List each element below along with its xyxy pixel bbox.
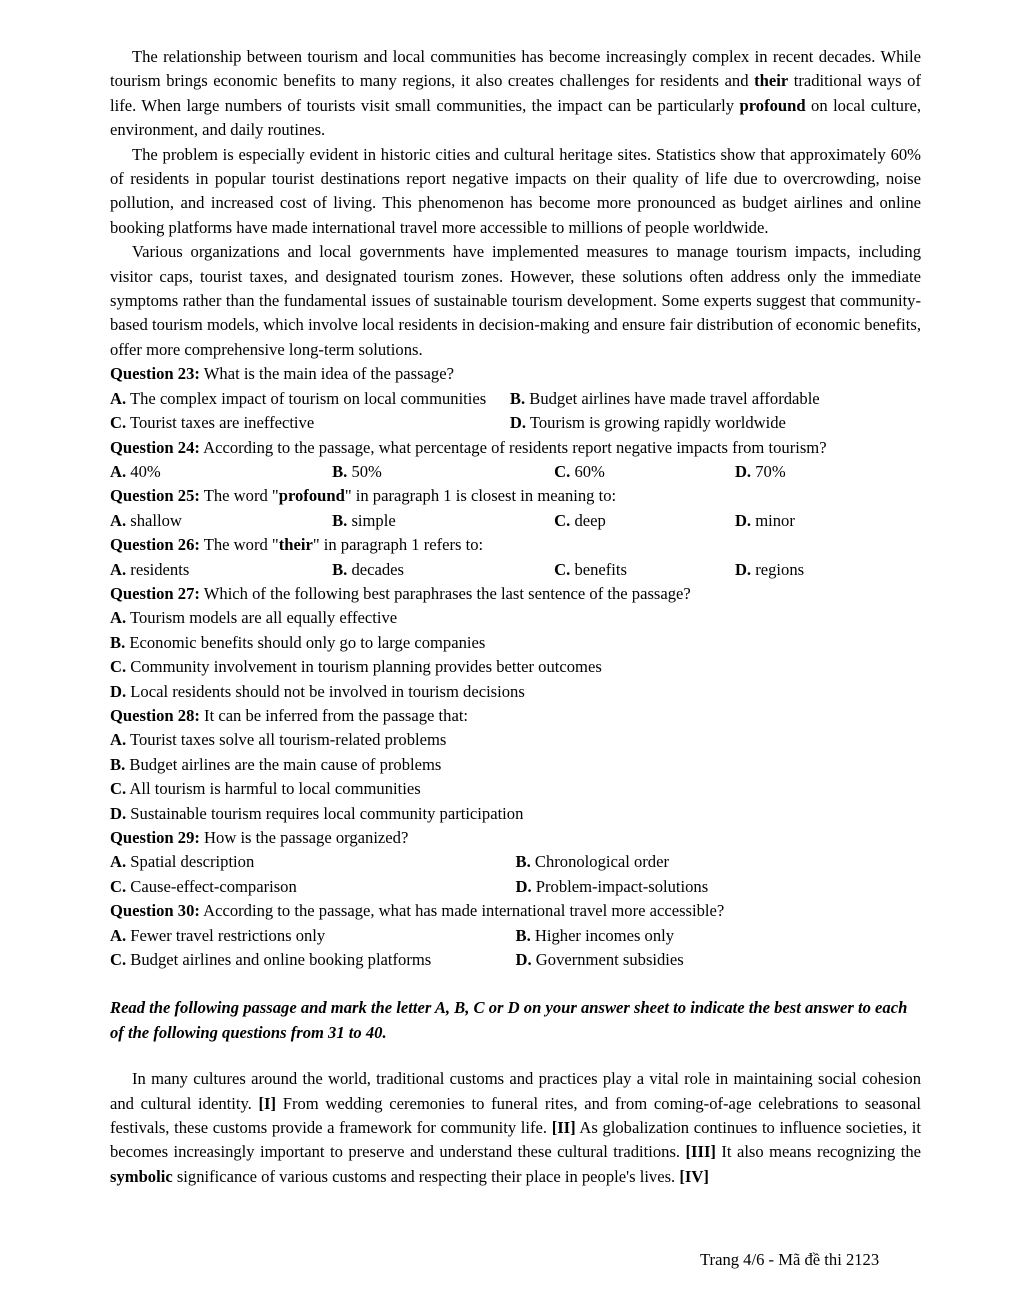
option-30-d[interactable] [516, 948, 922, 972]
option-text: Chronological order [534, 852, 669, 872]
option-text: Problem-impact-solutions [535, 876, 709, 896]
section-instruction: Read the following passage and mark the letter A, B, C or D on your answer sheet to indicate the best answer to each of the following questions from 31 to 40. [110, 998, 908, 1042]
options-30-row2 [110, 948, 921, 972]
option-letter: B. [515, 925, 531, 945]
option-letter: A. [110, 925, 127, 945]
option-text: Fewer travel restrictions only [130, 925, 326, 945]
options-24 [110, 460, 921, 484]
option-28-d[interactable] [110, 802, 921, 826]
question-text: How is the passage organized? [199, 828, 409, 847]
option-letter: C. [554, 461, 571, 481]
option-letter: C. [110, 413, 127, 433]
question-text: According to the passage, what has made international travel more accessible? [199, 901, 725, 921]
option-text: regions [755, 559, 805, 579]
question-label: Question 23: [110, 364, 200, 384]
options-29-row2 [110, 875, 921, 899]
option-24-c[interactable] [554, 460, 735, 484]
text: It also means recognizing the [715, 1142, 921, 1162]
option-letter: C. [110, 876, 127, 896]
option-text: benefits [574, 559, 627, 579]
text: From wedding ceremonies to funeral rites, and from coming-of-age celebrations to seasonal festivals, these customs provide a framework for community life. [110, 1093, 921, 1138]
option-26-b[interactable] [332, 558, 554, 582]
option-text: deep [574, 510, 606, 530]
option-24-b[interactable] [332, 460, 554, 484]
question-29 [110, 826, 921, 850]
option-text: All tourism is harmful to local communities [129, 779, 421, 799]
question-30 [110, 899, 921, 923]
question-27 [110, 582, 921, 606]
option-25-d[interactable] [735, 509, 921, 533]
option-29-a[interactable] [110, 850, 516, 874]
question-25 [110, 484, 921, 508]
text: As globalization continues to influence societies, it becomes increasingly important to preserve and understand these cultural traditions. [110, 1118, 921, 1162]
option-letter: D. [734, 510, 752, 530]
option-26-d[interactable] [735, 558, 921, 582]
option-23-b[interactable] [510, 387, 921, 411]
option-text: shallow [130, 510, 182, 530]
text: significance of various customs and respecting their place in people's lives. [172, 1166, 680, 1186]
option-24-a[interactable] [110, 460, 332, 484]
option-text: decades [351, 559, 404, 579]
option-letter: B. [515, 852, 531, 872]
option-text: Community involvement in tourism planning provides better outcomes [130, 657, 602, 677]
option-text: The complex impact of tourism on local communities [130, 388, 487, 408]
passage1-paragraph2: The problem is especially evident in historic cities and cultural heritage sites. Statistics show that approximately 60% of residents in popular tourist destinations report negative impacts on their quality of life due to overcrowding, noise pollution, and increased cost of living. This phenomenon has become more pronounced as budget airlines and online booking platforms have made international travel more accessible to millions of people worldwide. [110, 144, 921, 237]
option-letter: D. [110, 803, 127, 823]
question-keyword: their [278, 535, 313, 555]
option-text: Economic benefits should only go to large companies [129, 632, 486, 652]
text: In many cultures around the world, traditional customs and practices play a vital role in maintaining social cohesion and cultural identity. [110, 1069, 921, 1113]
exam-page [110, 45, 921, 1189]
option-27-a[interactable] [110, 606, 921, 630]
option-25-a[interactable] [110, 509, 332, 533]
option-text: Tourist taxes are ineffective [130, 413, 315, 433]
question-label: Question 27: [110, 583, 200, 603]
option-letter: C. [110, 950, 127, 970]
option-text: Tourism models are all equally effective [130, 608, 398, 628]
question-label: Question 29: [110, 828, 200, 847]
option-letter: D. [515, 950, 532, 970]
passage1-paragraph3: Various organizations and local governments have implemented measures to manage tourism impacts, including visitor caps, tourist taxes, and designated tourism zones. However, these solutions often address only the immediate symptoms rather than the fundamental issues of sustainable tourism development. Some experts suggest that community-based tourism models, which involve local residents in decision-making and ensure fair distribution of economic benefits, offer more comprehensive long-term solutions. [110, 242, 921, 359]
option-text: Sustainable tourism requires local community participation [130, 803, 524, 823]
option-letter: B. [332, 461, 348, 481]
option-letter: A. [110, 510, 127, 530]
option-letter: C. [110, 657, 127, 677]
option-30-c[interactable] [110, 948, 516, 972]
option-letter: A. [110, 852, 127, 872]
option-letter: D. [110, 681, 127, 701]
option-26-c[interactable] [554, 558, 735, 582]
options-23-row1 [110, 387, 921, 411]
question-label: Question 26: [110, 535, 200, 555]
question-label: Question 24: [110, 437, 200, 457]
passage1-paragraph1 [110, 45, 921, 143]
option-30-b[interactable] [516, 924, 922, 948]
bold-word-symbolic: symbolic [110, 1166, 173, 1186]
option-letter: C. [554, 559, 571, 579]
question-23 [110, 362, 921, 386]
question-label: Question 30: [110, 901, 200, 921]
option-letter: D. [734, 461, 752, 481]
option-text: Budget airlines and online booking platforms [130, 950, 432, 970]
option-text: residents [130, 559, 190, 579]
option-23-a[interactable] [110, 387, 510, 411]
option-25-c[interactable] [554, 509, 735, 533]
option-29-d[interactable] [516, 875, 922, 899]
option-23-d[interactable] [510, 411, 921, 435]
option-text: Government subsidies [535, 950, 684, 970]
text: The relationship between tourism and local communities has become increasingly complex in recent decades. While tourism brings economic benefits to many regions, it also creates challenges for residents and [110, 47, 921, 91]
question-text: According to the passage, what percentage of residents report negative impacts from tourism? [199, 437, 827, 457]
insert-marker-4: [IV] [679, 1166, 709, 1186]
option-text: Spatial description [130, 852, 255, 872]
insert-marker-1: [I] [258, 1093, 277, 1113]
question-24 [110, 436, 921, 460]
option-30-a[interactable] [110, 924, 516, 948]
options-26 [110, 558, 921, 582]
option-letter: C. [110, 779, 127, 799]
option-text: simple [351, 510, 396, 530]
question-label: Question 25: [110, 486, 200, 506]
bold-word-profound: profound [739, 95, 806, 115]
bold-word-their: their [754, 71, 789, 91]
option-23-c[interactable] [110, 411, 510, 435]
option-text: 40% [130, 461, 161, 481]
question-26 [110, 533, 921, 557]
question-keyword: profound [278, 486, 345, 506]
question-text: " in paragraph 1 refers to: [312, 535, 484, 555]
options-29-row1 [110, 850, 921, 874]
option-28-c[interactable] [110, 777, 921, 801]
options-23-row2 [110, 411, 921, 435]
option-text: 70% [755, 461, 786, 481]
option-text: Tourism is growing rapidly worldwide [529, 413, 786, 433]
option-text: minor [755, 510, 795, 530]
option-letter: B. [110, 632, 126, 652]
option-text: 60% [574, 461, 605, 481]
option-letter: A. [110, 461, 127, 481]
option-letter: B. [509, 388, 526, 408]
option-27-d[interactable] [110, 680, 921, 704]
text: on local culture, environment, and daily routines. [110, 95, 921, 140]
option-text: Local residents should not be involved in tourism decisions [130, 681, 525, 701]
question-text: Which of the following best paraphrases the last sentence of the passage? [199, 583, 691, 603]
question-text: The word " [199, 486, 279, 506]
option-letter: B. [332, 510, 348, 530]
question-28 [110, 704, 921, 728]
option-letter: A. [110, 559, 127, 579]
option-29-c[interactable] [110, 875, 516, 899]
option-text: Cause-effect-comparison [130, 876, 297, 896]
option-text: Budget airlines have made travel affordable [529, 388, 820, 408]
option-letter: A. [110, 730, 127, 750]
options-25 [110, 509, 921, 533]
option-text: Higher incomes only [534, 925, 675, 945]
option-text: 50% [351, 461, 382, 481]
question-text: The word " [199, 535, 279, 555]
option-text: Budget airlines are the main cause of problems [129, 754, 442, 774]
option-25-b[interactable] [332, 509, 554, 533]
option-letter: B. [110, 754, 126, 774]
passage2-paragraph1 [110, 1067, 921, 1189]
option-letter: A. [110, 608, 127, 628]
option-letter: D. [734, 559, 752, 579]
option-text: Tourist taxes solve all tourism-related problems [130, 730, 447, 750]
option-letter: A. [110, 388, 127, 408]
insert-marker-2: [II] [551, 1118, 576, 1138]
question-text: What is the main idea of the passage? [199, 364, 454, 384]
insert-marker-3: [III] [685, 1142, 716, 1162]
option-letter: D. [515, 876, 532, 896]
text: traditional ways of life. When large numbers of tourists visit small communities, the impact can be particularly [110, 71, 921, 115]
option-28-a[interactable] [110, 728, 921, 752]
option-29-b[interactable] [516, 850, 922, 874]
question-text: " in paragraph 1 is closest in meaning to: [344, 486, 617, 506]
option-24-d[interactable] [735, 460, 921, 484]
option-26-a[interactable] [110, 558, 332, 582]
page-footer: Trang 4/6 - Mã đề thi 2123 [700, 1250, 880, 1269]
option-27-c[interactable] [110, 655, 921, 679]
option-28-b[interactable] [110, 753, 921, 777]
option-letter: D. [509, 413, 527, 433]
question-label: Question 28: [110, 705, 200, 725]
option-letter: C. [554, 510, 571, 530]
question-text: It can be inferred from the passage that: [199, 705, 469, 725]
option-27-b[interactable] [110, 631, 921, 655]
options-30-row1 [110, 924, 921, 948]
option-letter: B. [332, 559, 348, 579]
